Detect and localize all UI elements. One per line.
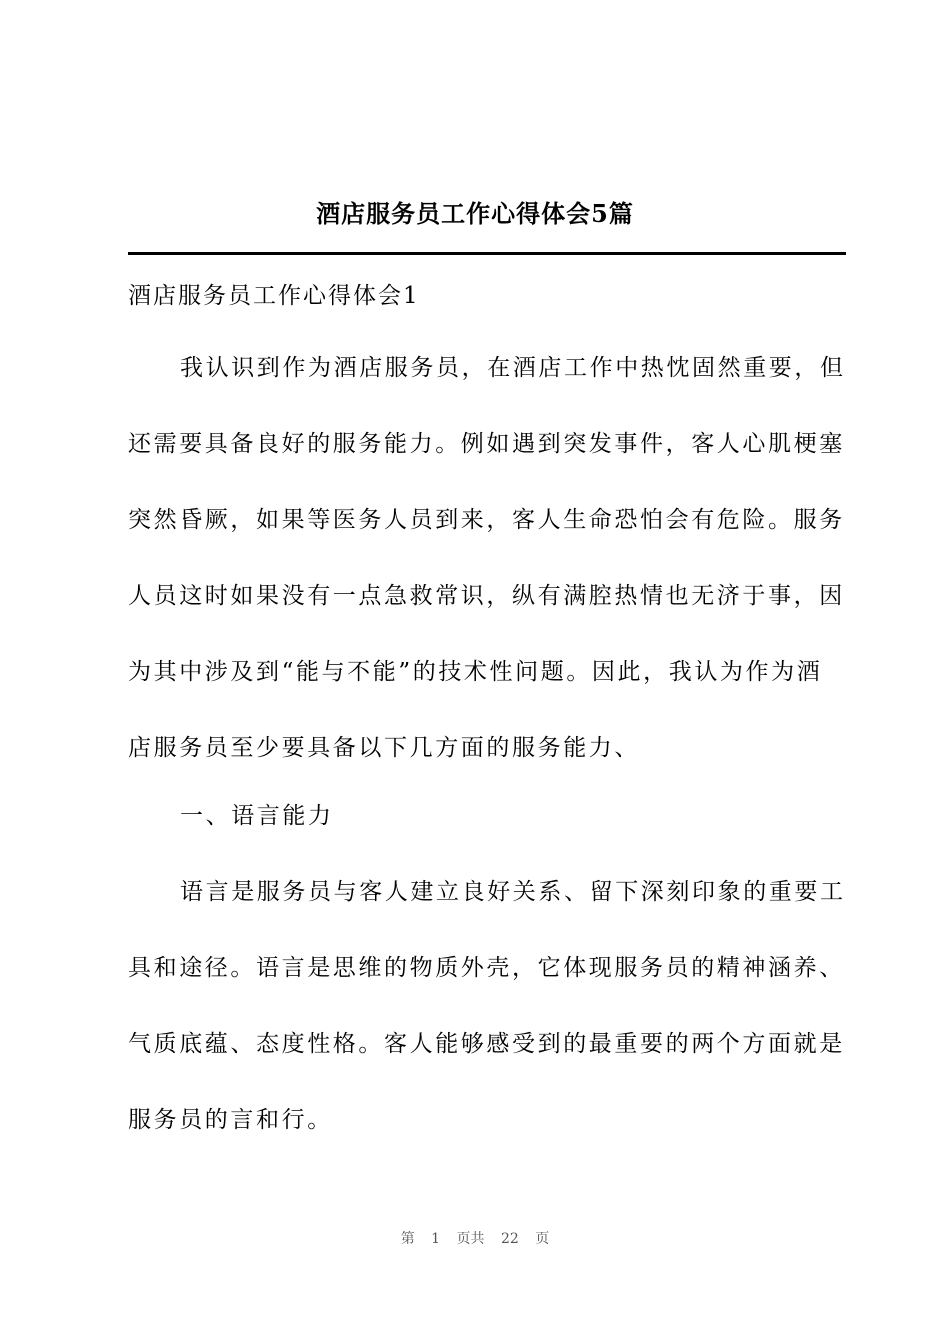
subsection-heading-text: 一、语言能力 xyxy=(180,803,334,829)
paragraph-line: 语言是服务员与客人建立良好关系、留下深刻印象的重要工 xyxy=(180,879,846,905)
page-footer: 第 1 页共 22 页 xyxy=(400,1231,550,1247)
body-paragraph xyxy=(128,876,846,1180)
title-underline xyxy=(128,252,846,255)
body-paragraph xyxy=(128,352,846,808)
paragraph-line: 还需要具备良好的服务能力。例如遇到突发事件，客人心肌梗塞 xyxy=(128,431,845,457)
section-heading: 酒店服务员工作心得体会1 xyxy=(128,283,420,309)
paragraph-line: 突然昏厥，如果等医务人员到来，客人生命恐怕会有危险。服务 xyxy=(128,507,845,533)
document-title: 酒店服务员工作心得体会5篇 xyxy=(316,199,634,228)
paragraph-line: 我认识到作为酒店服务员，在酒店工作中热忱固然重要，但 xyxy=(180,355,846,381)
paragraph-line: 具和途径。语言是思维的物质外壳，它体现服务员的精神涵养、 xyxy=(128,955,845,981)
subsection-heading xyxy=(128,800,846,876)
paragraph-line: 店服务员至少要具备以下几方面的服务能力、 xyxy=(128,735,640,761)
paragraph-line: 气质底蕴、态度性格。客人能够感受到的最重要的两个方面就是 xyxy=(128,1031,845,1057)
paragraph-line: 为其中涉及到“能与不能”的技术性问题。因此，我认为作为酒 xyxy=(128,659,823,685)
paragraph-line: 服务员的言和行。 xyxy=(128,1107,333,1133)
paragraph-line: 人员这时如果没有一点急救常识，纵有满腔热情也无济于事，因 xyxy=(128,583,845,609)
